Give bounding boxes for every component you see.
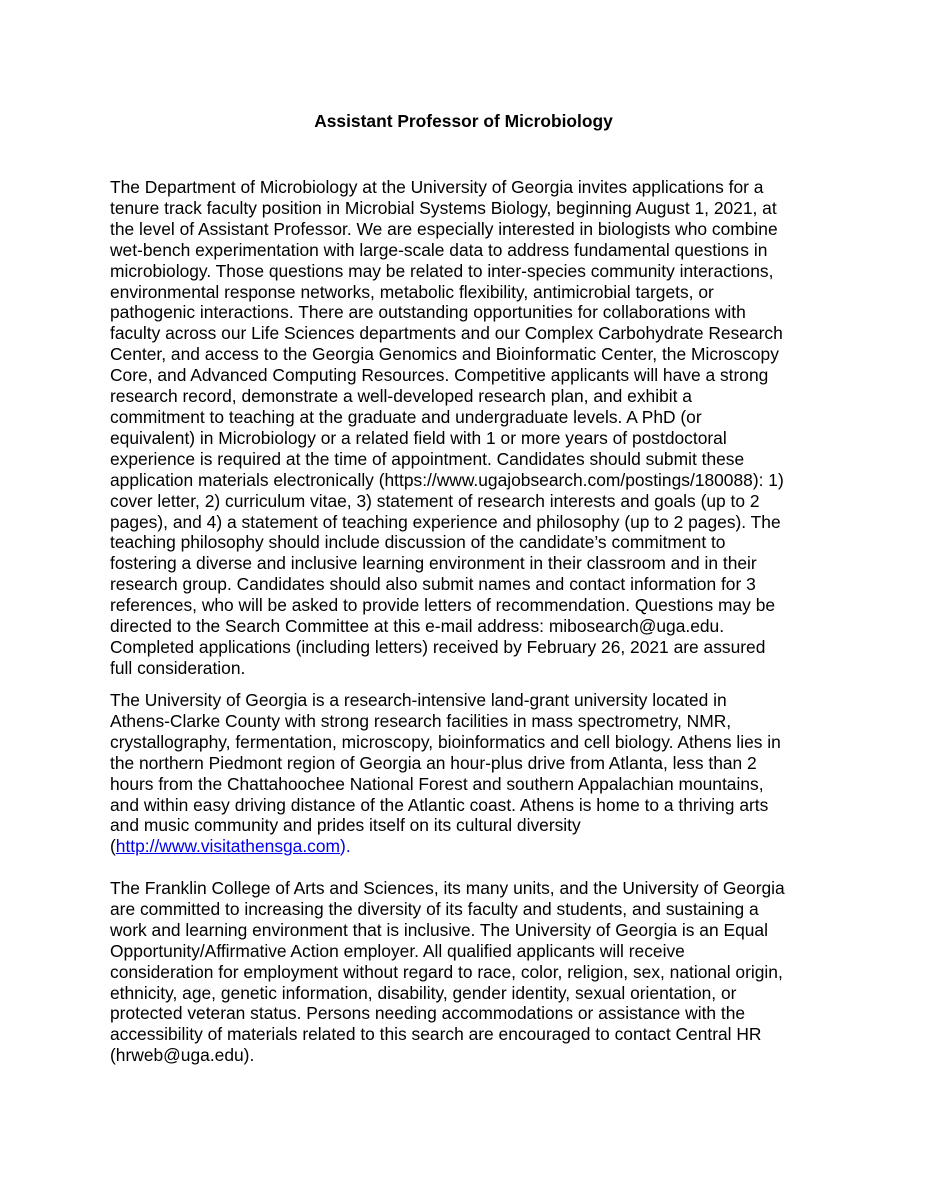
paragraph-position-description: [110, 177, 830, 679]
text-line: faculty across our Life Sciences departments and our Complex Carbohydrate Research: [110, 323, 783, 344]
text-line: consideration for employment without regard to race, color, religion, sex, national origin,: [110, 961, 783, 982]
text-line: research group. Candidates should also submit names and contact information for 3: [110, 574, 756, 595]
text-line: fostering a diverse and inclusive learning environment in their classroom and in their: [110, 553, 757, 574]
text-line: Core, and Advanced Computing Resources. Competitive applicants will have a strong: [110, 365, 769, 386]
text-line: experience is required at the time of appointment. Candidates should submit these: [110, 448, 745, 469]
text-line: are committed to increasing the diversity of its faculty and students, and sustaining a: [110, 898, 759, 919]
text-line: ethnicity, age, genetic information, disability, gender identity, sexual orientation, or: [110, 982, 737, 1003]
text-line: protected veteran status. Persons needing accommodations or assistance with the: [110, 1003, 746, 1024]
text-line: hours from the Chattahoochee National Forest and southern Appalachian mountains,: [110, 773, 764, 794]
text-line: Completed applications (including letters) received by February 26, 2021 are assured: [110, 636, 766, 657]
text-line: commitment to teaching at the graduate and undergraduate levels. A PhD (or: [110, 406, 702, 427]
text-line: the northern Piedmont region of Georgia an hour-plus drive from Atlanta, less than 2: [110, 752, 757, 773]
text-line: teaching philosophy should include discussion of the candidate’s commitment to: [110, 532, 726, 553]
text-line: The University of Georgia is a research-intensive land-grant university located in: [110, 690, 727, 710]
paragraph-university-lines: [110, 690, 830, 836]
text-line: work and learning environment that is inclusive. The University of Georgia is an Equal: [110, 919, 768, 940]
link-open-paren: (: [110, 836, 116, 857]
text-line: full consideration.: [110, 657, 246, 678]
text-line: tenure track faculty position in Microbial Systems Biology, beginning August 1, 2021, at: [110, 197, 777, 218]
text-line: cover letter, 2) curriculum vitae, 3) statement of research interests and goals (up to 2: [110, 490, 760, 511]
text-line: crystallography, fermentation, microscopy, bioinformatics and cell biology. Athens lies in: [110, 731, 781, 752]
text-line: The Department of Microbiology at the University of Georgia invites applications for a: [110, 177, 764, 197]
text-line: application materials electronically (https://www.ugajobsearch.com/postings/180088): 1): [110, 469, 784, 490]
text-line: Athens-Clarke County with strong research facilities in mass spectrometry, NMR,: [110, 710, 732, 731]
text-line: research record, demonstrate a well-developed research plan, and exhibit a: [110, 386, 692, 407]
text-line: accessibility of materials related to this search are encouraged to contact Central HR: [110, 1024, 762, 1045]
paragraph-university-description: [110, 690, 830, 857]
text-line: equivalent) in Microbiology or a related field with 1 or more years of postdoctoral: [110, 427, 727, 448]
document-title: Assistant Professor of Microbiology: [314, 111, 613, 131]
text-line: directed to the Search Committee at this e-mail address: mibosearch@uga.edu.: [110, 616, 725, 637]
paragraph-diversity-statement: [110, 878, 830, 1066]
text-line: references, who will be asked to provide letters of recommendation. Questions may be: [110, 595, 776, 616]
text-line: pathogenic interactions. There are outstanding opportunities for collaborations with: [110, 302, 746, 323]
link-close-paren: ).: [340, 836, 351, 857]
text-line: The Franklin College of Arts and Sciences, its many units, and the University of Georgia: [110, 878, 785, 898]
text-line: and within easy driving distance of the Atlantic coast. Athens is home to a thriving arts: [110, 794, 769, 815]
text-line: (hrweb@uga.edu).: [110, 1045, 255, 1066]
visit-athens-line: [110, 836, 830, 857]
text-line: pages), and 4) a statement of teaching experience and philosophy (up to 2 pages). The: [110, 511, 781, 532]
text-line: the level of Assistant Professor. We are especially interested in biologists who combine: [110, 218, 778, 239]
text-line: wet-bench experimentation with large-scale data to address fundamental questions in: [110, 239, 768, 260]
text-line: and music community and prides itself on its cultural diversity: [110, 815, 581, 836]
visit-athens-link[interactable]: http://www.visitathensga.com: [115, 836, 341, 857]
text-line: Center, and access to the Georgia Genomics and Bioinformatic Center, the Microscopy: [110, 344, 779, 365]
text-line: microbiology. Those questions may be related to inter-species community interactions,: [110, 260, 774, 281]
text-line: environmental response networks, metabolic flexibility, antimicrobial targets, or: [110, 281, 714, 302]
text-line: Opportunity/Affirmative Action employer. All qualified applicants will receive: [110, 940, 685, 961]
